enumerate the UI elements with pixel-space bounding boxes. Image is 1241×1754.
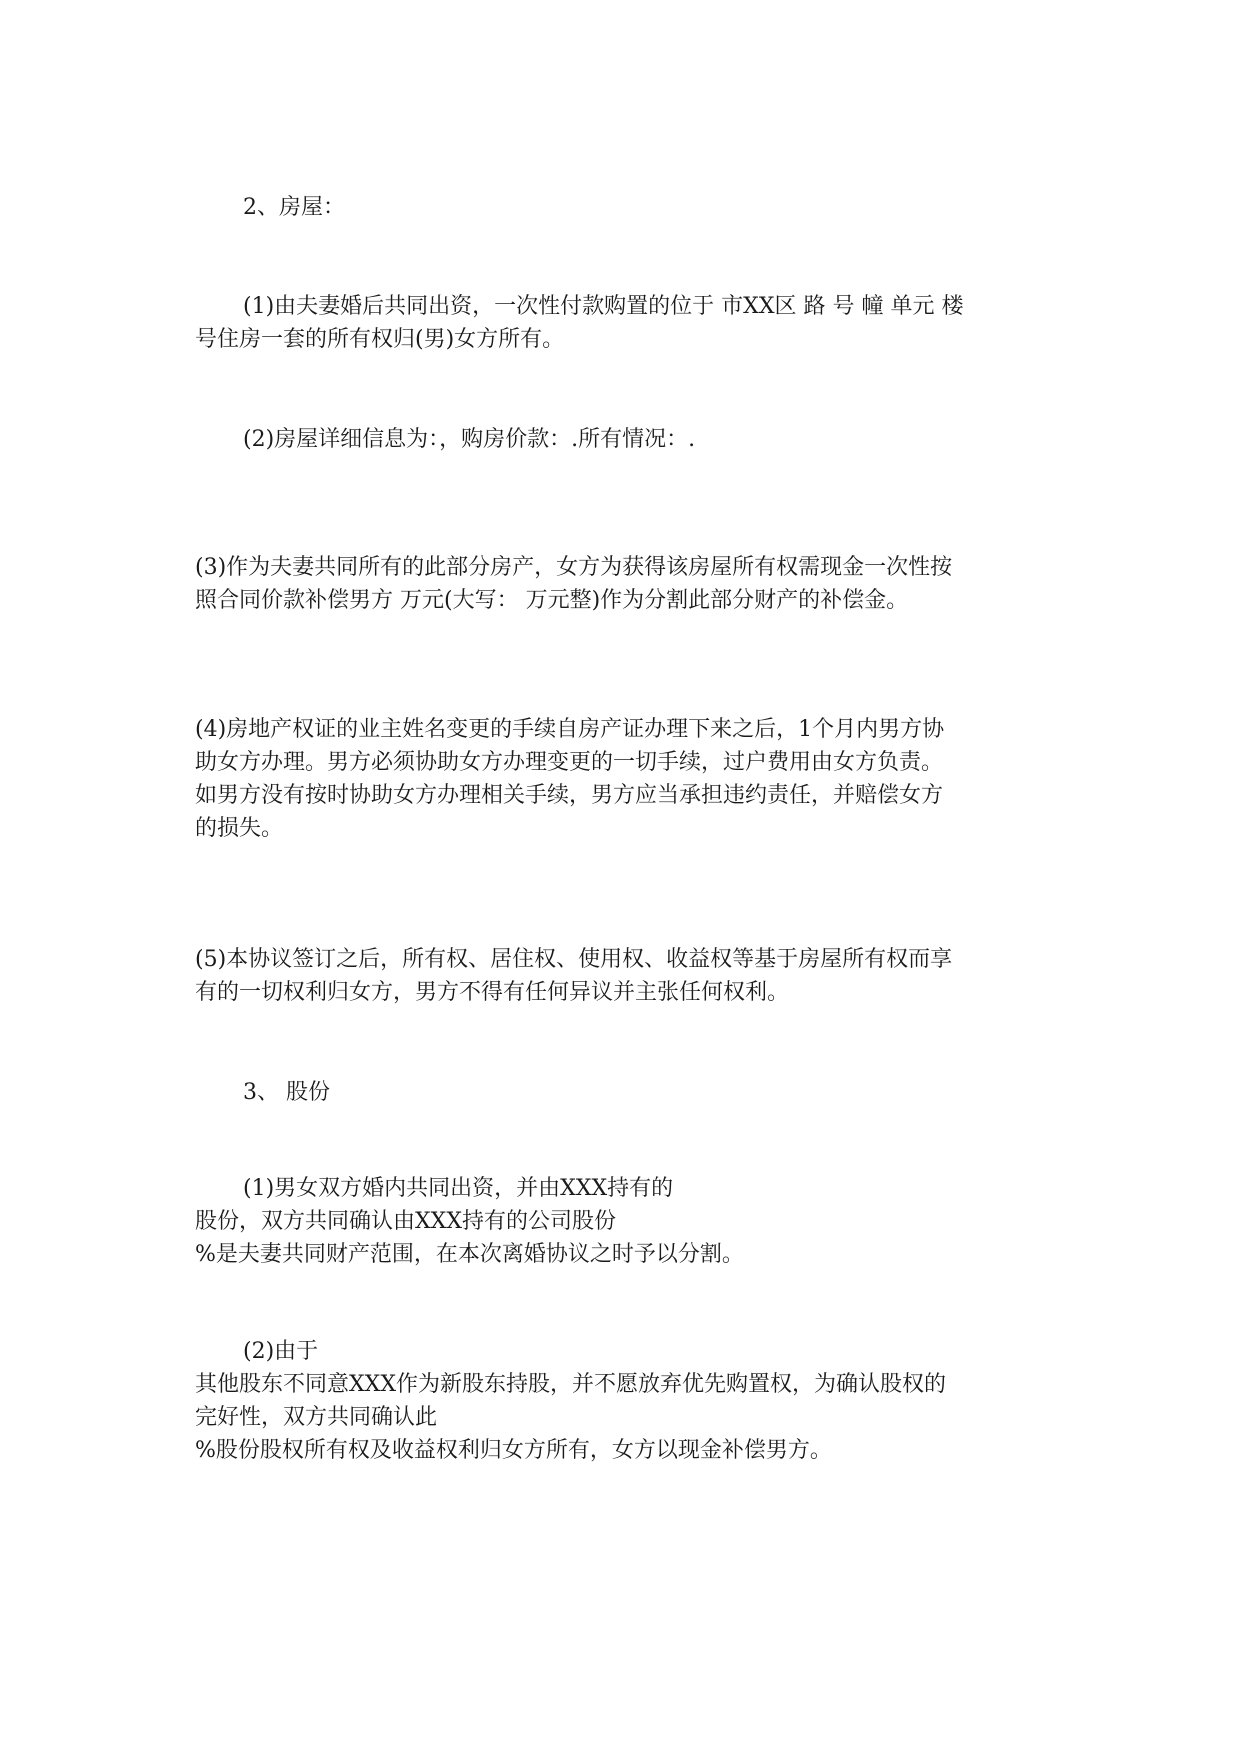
house-clause-4-line-3: 如男方没有按时协助女方办理相关手续，男方应当承担违约责任，并赔偿女方 bbox=[195, 783, 944, 808]
house-clause-1-line-2: 号住房一套的所有权归(男)女方所有。 bbox=[195, 327, 565, 352]
heading-shares-line-1: 3、 股份 bbox=[243, 1080, 330, 1105]
heading-house bbox=[195, 191, 1055, 224]
house-clause-1-line-1: (1)由夫妻婚后共同出资，一次性付款购置的位于 市XX区 路 号 幢 单元 楼 bbox=[243, 294, 964, 319]
shares-clause-1-line-2: 股份，双方共同确认由XXX持有的公司股份 bbox=[195, 1209, 616, 1234]
house-clause-5-line-2: 有的一切权利归女方，男方不得有任何异议并主张任何权利。 bbox=[195, 980, 790, 1005]
shares-clause-2-line-3: 完好性，双方共同确认此 bbox=[195, 1405, 438, 1430]
shares-clause-1 bbox=[195, 1172, 1055, 1271]
shares-clause-1-line-1: (1)男女双方婚内共同出资，并由XXX持有的 bbox=[243, 1176, 674, 1201]
shares-clause-2-line-2: 其他股东不同意XXX作为新股东持股，并不愿放弃优先购置权，为确认股权的 bbox=[195, 1372, 946, 1397]
house-clause-4-line-1: (4)房地产权证的业主姓名变更的手续自房产证办理下来之后，1个月内男方协 bbox=[195, 717, 945, 742]
heading-shares bbox=[195, 1076, 1055, 1109]
house-clause-3-line-1: (3)作为夫妻共同所有的此部分房产，女方为获得该房屋所有权需现金一次性按 bbox=[195, 555, 953, 580]
house-clause-5-line-1: (5)本协议签订之后，所有权、居住权、使用权、收益权等基于房屋所有权而享 bbox=[195, 947, 953, 972]
heading-house-line-1: 2、房屋： bbox=[243, 195, 345, 220]
shares-clause-2-line-4: %股份股权所有权及收益权利归女方所有，女方以现金补偿男方。 bbox=[195, 1438, 832, 1463]
house-clause-2-line-1: (2)房屋详细信息为：，购房价款：.所有情况：. bbox=[243, 427, 696, 452]
shares-clause-1-line-3: %是夫妻共同财产范围，在本次离婚协议之时予以分割。 bbox=[195, 1242, 744, 1267]
house-clause-4-line-2: 助女方办理。男方必须协助女方办理变更的一切手续，过户费用由女方负责。 bbox=[195, 750, 944, 775]
shares-clause-2 bbox=[195, 1335, 1055, 1467]
shares-clause-2-line-1: (2)由于 bbox=[243, 1339, 319, 1364]
house-clause-2 bbox=[195, 423, 1055, 456]
house-clause-5 bbox=[195, 943, 1055, 1009]
house-clause-3 bbox=[195, 551, 1055, 617]
house-clause-4-line-4: 的损失。 bbox=[195, 816, 284, 841]
house-clause-1 bbox=[195, 290, 1055, 356]
house-clause-3-line-2: 照合同价款补偿男方 万元(大写： 万元整)作为分割此部分财产的补偿金。 bbox=[195, 588, 909, 613]
house-clause-4 bbox=[195, 713, 1055, 845]
